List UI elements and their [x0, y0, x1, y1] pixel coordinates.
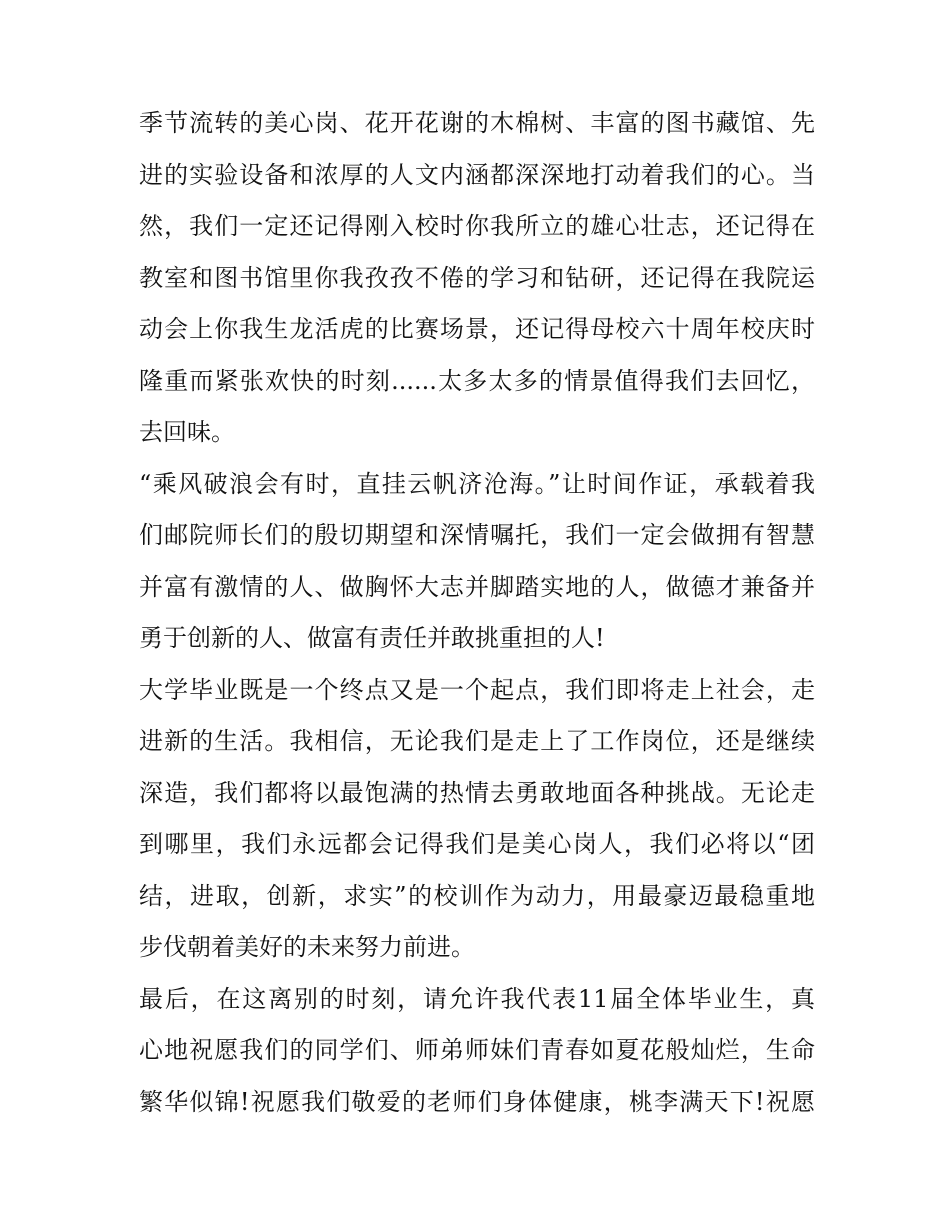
text-line: 心地祝愿我们的同学们、师弟师妹们青春如夏花般灿烂，生命: [139, 1036, 815, 1064]
text-line: “乘风破浪会有时，直挂云帆济沧海。”让时间作证，承载着我: [139, 469, 815, 498]
text-line: 去回味。: [139, 418, 235, 446]
text-line: 隆重而紧张欢快的时刻......太多太多的情景值得我们去回忆，: [139, 366, 815, 395]
text-line: 结，进取，创新，求实”的校训作为动力，用最豪迈最稳重地: [139, 881, 815, 910]
text-line: 勇于创新的人、做富有责任并敢挑重担的人!: [139, 624, 605, 652]
text-line: 步伐朝着美好的未来努力前进。: [139, 933, 475, 961]
text-line: 进的实验设备和浓厚的人文内涵都深深地打动着我们的心。当: [139, 160, 815, 189]
text-line: 然，我们一定还记得刚入校时你我所立的雄心壮志，还记得在: [139, 212, 815, 240]
text-line: 教室和图书馆里你我孜孜不倦的学习和钻研，还记得在我院运: [139, 263, 815, 292]
document-body: [139, 98, 815, 1128]
text-line: 深造，我们都将以最饱满的热情去勇敢地面各种挑战。无论走: [139, 778, 815, 807]
text-line: 大学毕业既是一个终点又是一个起点，我们即将走上社会，走: [139, 675, 815, 704]
text-line: 们邮院师长们的殷切期望和深情嘱托，我们一定会做拥有智慧: [139, 521, 815, 549]
text-line: 进新的生活。我相信，无论我们是走上了工作岗位，还是继续: [139, 727, 815, 755]
text-line: 繁华似锦!祝愿我们敬爱的老师们身体健康，桃李满天下!祝愿: [139, 1087, 815, 1116]
text-line: 到哪里，我们永远都会记得我们是美心岗人，我们必将以“团: [139, 830, 815, 858]
text-line: 季节流转的美心岗、花开花谢的木棉树、丰富的图书藏馆、先: [139, 109, 815, 137]
text-line: 动会上你我生龙活虎的比赛场景，还记得母校六十周年校庆时: [139, 315, 815, 343]
text-line: 最后，在这离别的时刻，请允许我代表11届全体毕业生，真: [139, 984, 815, 1013]
text-line: 并富有激情的人、做胸怀大志并脚踏实地的人，做德才兼备并: [139, 572, 815, 601]
